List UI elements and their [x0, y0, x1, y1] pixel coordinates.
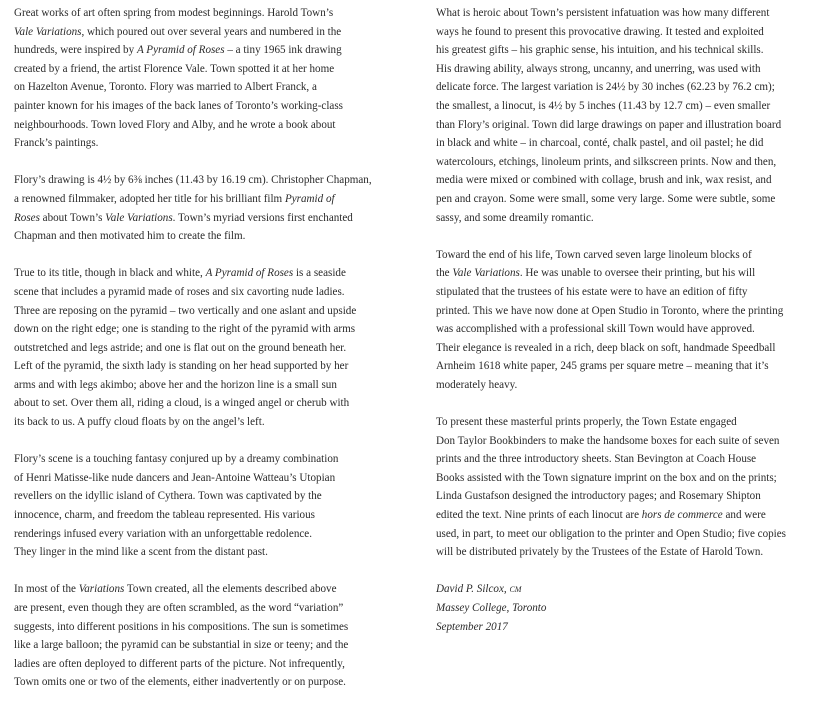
text-line: painter known for his images of the back lanes of Toronto’s working-class [14, 99, 343, 112]
italic-title: Vale Variations [14, 25, 82, 38]
text-line: ladies are often deployed to different parts of the picture. Not infrequently, [14, 657, 345, 670]
text-line: the smallest, a linocut, is 4½ by 5 inches (11.43 by 12.7 cm) – even smaller [436, 99, 771, 112]
text-line: his greatest gifts – his graphic sense, his intuition, and his technical skills. [436, 44, 764, 57]
text-line: the Vale Variations. He was unable to oversee their printing, but his will [436, 267, 756, 280]
text-line: Linda Gustafson designed the introductory pages; and Rosemary Shipton [436, 490, 761, 503]
text-line: was accomplished with a professional skill Town would have approved. [436, 323, 755, 336]
text-line: Arnheim 1618 white paper, 245 grams per square metre – meaning that it’s [436, 360, 769, 373]
text-line: sassy, and some dreamily romantic. [436, 211, 594, 224]
text-line: Don Taylor Bookbinders to make the handsome boxes for each suite of seven [436, 434, 780, 447]
paragraph [436, 246, 816, 395]
honorific: cm [509, 583, 522, 596]
text-line: Flory’s drawing is 4½ by 6⅜ inches (11.43 by 16.19 cm). Christopher Chapman, [14, 174, 372, 187]
text-line: Roses about Town’s Vale Variations. Town’s myriad versions first enchanted [14, 211, 353, 224]
italic-title: Vale Variations [452, 267, 520, 280]
text-line: hundreds, were inspired by A Pyramid of Roses – a tiny 1965 ink drawing [14, 44, 342, 57]
text-line: Town omits one or two of the elements, either inadvertently or on purpose. [14, 676, 346, 689]
text-line: printed. This we have now done at Open Studio in Toronto, where the printing [436, 304, 784, 317]
text-line: are present, even though they are often scrambled, as the word “variation” [14, 602, 344, 614]
text-line: pen and crayon. Some were small, some very large. Some were subtle, some [436, 192, 776, 205]
text-line: renderings infused every variation with an unforgettable redolence. [14, 527, 312, 540]
text-line: of Henri Matisse-like nude dancers and Jean-Antoine Watteau’s Utopian [14, 471, 336, 484]
text-line: suggests, into different positions in his compositions. The sun is sometimes [14, 620, 349, 633]
text-line: stipulated that the trustees of his estate were to have an edition of fifty [436, 285, 748, 298]
text-line: edited the text. Nine prints of each linocut are hors de commerce and were [436, 509, 766, 522]
text-line: than Flory’s original. Town did large drawings on paper and illustration board [436, 118, 782, 131]
text-line: like a large balloon; the pyramid can be substantial in size or teeny; and the [14, 639, 349, 652]
text-line: In most of the Variations Town created, all the elements described above [14, 583, 337, 596]
text-line: about to set. Over them all, riding a cloud, is a winged angel or cherub with [14, 397, 350, 410]
text-line: scene that includes a pyramid made of roses and six cavorting nude ladies. [14, 285, 345, 298]
text-line: revellers on the idyllic island of Cythera. Town was captivated by the [14, 490, 322, 503]
text-line: created by a friend, the artist Florence Vale. Town spotted it at her home [14, 62, 335, 75]
text-line: Toward the end of his life, Town carved seven large linoleum blocks of [436, 248, 752, 261]
paragraph [14, 264, 386, 431]
text-line: media were mixed or combined with collage, brush and ink, wax resist, and [436, 174, 772, 187]
text-line: prints and the three introductory sheets. Stan Bevington at Coach House [436, 453, 757, 466]
italic-title: Roses [14, 211, 40, 224]
text-line: will be distributed privately by the Trustees of the Estate of Harold Town. [436, 546, 764, 559]
text-line: outstretched and legs astride; and one is flat out on the ground beneath her. [14, 341, 347, 354]
text-line: watercolours, etchings, linoleum prints, and silkscreen prints. Now and then, [436, 155, 777, 168]
text-line: delicate force. The largest variation is 24½ by 30 inches (62.23 by 76.2 cm); [436, 81, 775, 94]
text-line: arms and with legs akimbo; above her and the horizon line is a small sun [14, 378, 337, 391]
text-line: ways he found to present this provocative drawing. It tested and exploited [436, 25, 764, 38]
text-line: its back to us. A puffy cloud floats by on the angel’s left. [14, 416, 265, 429]
text-line: To present these masterful prints properly, the Town Estate engaged [436, 416, 737, 429]
text-line: Three are reposing on the pyramid – two vertically and one aslant and upside [14, 304, 357, 317]
text-line: a renowned filmmaker, adopted her title for his brilliant film Pyramid of [14, 192, 335, 205]
left-column [14, 4, 386, 711]
text-line: used, in part, to meet our obligation to the printer and Open Studio; five copies [436, 527, 786, 540]
signature-date: September 2017 [436, 620, 508, 633]
paragraph [436, 4, 816, 227]
author-institution: Massey College, Toronto [436, 602, 547, 614]
text-line: They linger in the mind like a scent from the distant past. [14, 546, 268, 559]
text-line: in black and white – in charcoal, conté, chalk pastel, and oil pastel; he did [436, 137, 764, 150]
paragraph [14, 171, 386, 245]
paragraph [14, 450, 386, 562]
text-line: Vale Variations, which poured out over several years and numbered in the [14, 25, 342, 38]
text-line: Flory’s scene is a touching fantasy conjured up by a dreamy combination [14, 453, 339, 466]
text-line: What is heroic about Town’s persistent infatuation was how many different [436, 7, 770, 19]
text-line: Great works of art often spring from modest beginnings. Harold Town’s [14, 7, 334, 19]
text-line: Chapman and then motivated him to create the film. [14, 230, 246, 243]
paragraph [14, 4, 386, 153]
text-line: Franck’s paintings. [14, 137, 99, 150]
paragraph [14, 580, 386, 692]
italic-title: A Pyramid of Roses [136, 44, 225, 57]
text-line: Their elegance is revealed in a rich, deep black on soft, handmade Speedball [436, 341, 776, 354]
italic-title: Variations [78, 583, 125, 596]
paragraph [436, 413, 816, 562]
author-name: David P. Silcox, cm [436, 583, 522, 596]
text-line: down on the right edge; one is standing to the right of the pyramid with arms [14, 323, 356, 336]
text-line: on Hazelton Avenue, Toronto. Flory was married to Albert Franck, a [14, 81, 317, 94]
text-line: His drawing ability, always strong, uncanny, and unerring, was used with [436, 62, 761, 75]
italic-title: hors de commerce [641, 509, 723, 522]
text-line: moderately heavy. [436, 378, 518, 391]
signature-block [436, 580, 816, 636]
italic-title: A Pyramid of Roses [205, 267, 294, 280]
text-line: Left of the pyramid, the sixth lady is standing on her head supported by her [14, 360, 349, 373]
text-line: neighbourhoods. Town loved Flory and Alby, and he wrote a book about [14, 118, 336, 131]
text-line: Books assisted with the Town signature imprint on the box and on the prints; [436, 471, 777, 484]
italic-title: Vale Variations [105, 211, 173, 224]
italic-title: Pyramid of [284, 192, 335, 205]
right-column [436, 4, 816, 636]
text-line: innocence, charm, and freedom the tableau represented. His various [14, 509, 315, 522]
text-line: True to its title, though in black and white, A Pyramid of Roses is a seaside [14, 267, 346, 280]
